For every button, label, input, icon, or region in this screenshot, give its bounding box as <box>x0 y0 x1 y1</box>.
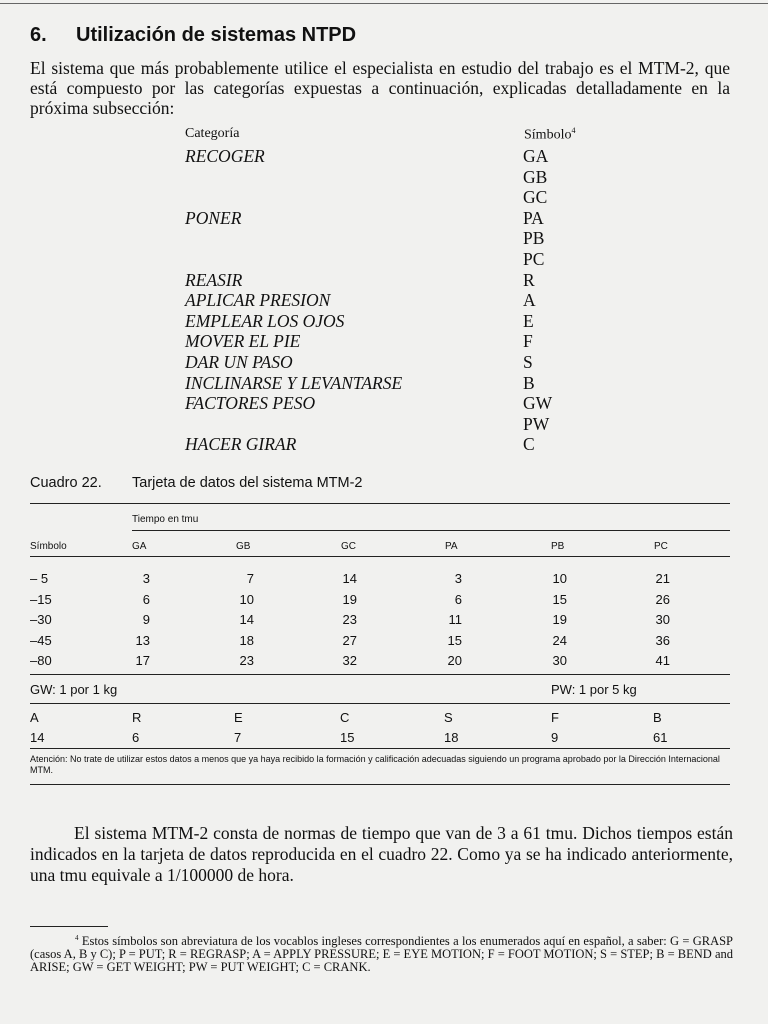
table-cell: 41 <box>655 653 670 668</box>
body-paragraph <box>30 823 733 886</box>
value-c: 15 <box>340 730 355 745</box>
section-title: Utilización de sistemas NTPD <box>76 24 357 46</box>
category-header: Categoría <box>185 126 240 141</box>
table-cell: 18 <box>239 632 254 648</box>
table-cell: 3 <box>142 571 150 586</box>
table-caption <box>30 475 362 491</box>
gw-label: GW: 1 por 1 kg <box>30 682 118 697</box>
symbol-b: B <box>653 710 662 725</box>
category-name: EMPLEAR LOS OJOS <box>185 310 345 331</box>
symbol-r: R <box>132 710 142 725</box>
table-bottom-rule <box>30 784 730 785</box>
symbol-footnote-mark: 4 <box>571 126 576 135</box>
category-name: REASIR <box>185 269 243 290</box>
symbol-e: E <box>234 710 243 725</box>
table-cell: 14 <box>342 571 357 586</box>
table-top-rule <box>30 503 730 504</box>
column-header-gc: GC <box>341 541 356 552</box>
category-symbol: C <box>523 434 535 455</box>
category-name: HACER GIRAR <box>185 434 297 455</box>
column-header-pc: PC <box>654 541 668 552</box>
symbol-c: C <box>340 710 350 725</box>
footnote-rule <box>30 926 108 927</box>
category-symbol: PB <box>523 228 545 249</box>
symbol-a: A <box>30 710 39 725</box>
table-cell: 23 <box>342 612 357 627</box>
table-row <box>30 571 730 592</box>
table-row <box>30 633 730 654</box>
symbol-f: F <box>551 710 559 725</box>
time-header: Tiempo en tmu <box>132 514 199 525</box>
table-cell: 15 <box>552 591 567 607</box>
table-cell: 10 <box>552 571 567 586</box>
category-symbol: R <box>523 269 535 290</box>
category-symbol: PC <box>523 248 545 269</box>
category-name: FACTORES PESO <box>185 393 316 414</box>
table-cell: 19 <box>342 591 357 607</box>
table-cell: 30 <box>552 653 567 668</box>
table-cell: 23 <box>239 653 254 668</box>
time-data-table <box>30 571 730 674</box>
values-rule <box>30 748 730 749</box>
table-cell: –30 <box>30 612 52 627</box>
column-header-pb: PB <box>551 541 565 552</box>
category-symbol: PA <box>523 207 544 228</box>
table-note: Atención: No trate de utilizar estos datos a menos que ya haya recibido la formación y calificación adecuadas siguiendo un programa aprobado por la Dirección Internacional MTM. <box>30 754 720 775</box>
column-header-symbol: Símbolo <box>30 541 67 552</box>
footnote <box>30 932 733 974</box>
table-cell: 15 <box>447 632 462 648</box>
time-header-rule <box>132 530 730 531</box>
category-name: MOVER EL PIE <box>185 331 301 352</box>
table-cell: 27 <box>342 632 357 648</box>
category-symbol: GW <box>523 393 553 414</box>
pw-label: PW: 1 por 5 kg <box>551 682 637 697</box>
value-e: 7 <box>234 730 242 745</box>
column-header-ga: GA <box>132 541 147 552</box>
table-cell: 14 <box>239 612 254 627</box>
category-name: PONER <box>185 207 242 228</box>
section-heading <box>30 24 356 47</box>
table-cell: 9 <box>142 612 150 627</box>
body-paragraph-text: El sistema MTM-2 consta de normas de tiempo que van de 3 a 61 tmu. Dichos tiempos están indicados en la tarjeta de datos reproducida en el cuadro 22. Como ya se ha indicado anteriormente, una tmu equivale a 1/100000 de hora. <box>30 823 733 885</box>
table-cell: 10 <box>239 591 254 607</box>
table-cell: 6 <box>454 591 462 607</box>
table-cell: 32 <box>342 653 357 668</box>
table-cell: 20 <box>447 653 462 668</box>
table-row <box>30 653 730 674</box>
value-r: 6 <box>132 730 140 745</box>
category-name: DAR UN PASO <box>185 351 293 372</box>
section-number: 6. <box>30 24 47 46</box>
footnote-text: Estos símbolos son abreviatura de los vocablos ingleses correspondientes a los enumerados aquí en español, a saber: G = GRASP (casos A, B y C); P = PUT; R = REGRASP; A = APPLY PRESSURE; E = EYE MOTION; F = FOOT MOTION; S = STEP; B = BEND and ARISE; GW = GET WEIGHT; PW = PUT WEIGHT; C = CRANK. <box>30 934 734 975</box>
table-cell: – 5 <box>30 571 49 586</box>
table-row <box>30 592 730 613</box>
category-symbol: GC <box>523 187 548 208</box>
category-symbol: GB <box>523 166 548 187</box>
category-name: RECOGER <box>185 146 265 166</box>
table-mid-rule <box>30 674 730 675</box>
table-cell: –45 <box>30 632 52 648</box>
category-symbol: PW <box>523 413 550 434</box>
value-b: 61 <box>653 730 668 745</box>
symbol-header-label: Símbolo <box>524 127 572 143</box>
table-cell: 3 <box>454 571 462 586</box>
table-caption-title: Tarjeta de datos del sistema MTM-2 <box>132 475 363 491</box>
category-symbol: F <box>523 331 533 352</box>
symbol-s: S <box>444 710 453 725</box>
table-cell: 13 <box>135 632 150 648</box>
category-name: APLICAR PRESION <box>185 290 331 311</box>
category-symbol: E <box>523 310 534 331</box>
category-symbol: A <box>523 290 536 311</box>
table-cell: 30 <box>655 612 670 627</box>
column-header-pa: PA <box>445 541 458 552</box>
column-header-gb: GB <box>236 541 251 552</box>
table-cell: 7 <box>246 571 254 586</box>
value-s: 18 <box>444 730 459 745</box>
table-caption-label: Cuadro 22. <box>30 475 102 491</box>
category-symbol: B <box>523 372 535 393</box>
table-cell: 11 <box>448 612 462 627</box>
category-symbol: S <box>523 351 533 372</box>
table-cell: 24 <box>552 632 567 648</box>
table-row <box>30 612 730 633</box>
category-symbol: GA <box>523 146 549 166</box>
value-f: 9 <box>551 730 559 745</box>
category-name: INCLINARSE Y LEVANTARSE <box>185 372 403 393</box>
table-cell: –15 <box>30 591 52 607</box>
table-cell: 26 <box>655 591 670 607</box>
symbol-header <box>524 126 575 144</box>
value-a: 14 <box>30 730 45 745</box>
table-cell: –80 <box>30 653 52 668</box>
intro-paragraph: El sistema que más probablemente utilice el especialista en estudio del trabajo es el MTM-2, que está compuesto por las categorías expuestas a continuación, explicadas detalladamente en la próxima subsección: <box>30 58 730 118</box>
footnote-mark: 4 <box>75 934 79 942</box>
table-cell: 21 <box>655 571 670 586</box>
table-cell: 36 <box>655 632 670 648</box>
table-cell: 17 <box>135 653 150 668</box>
page-top-rule <box>0 3 768 4</box>
table-cell: 19 <box>552 612 567 627</box>
header-rule <box>30 556 730 557</box>
weights-rule <box>30 703 730 704</box>
table-cell: 6 <box>142 591 150 607</box>
